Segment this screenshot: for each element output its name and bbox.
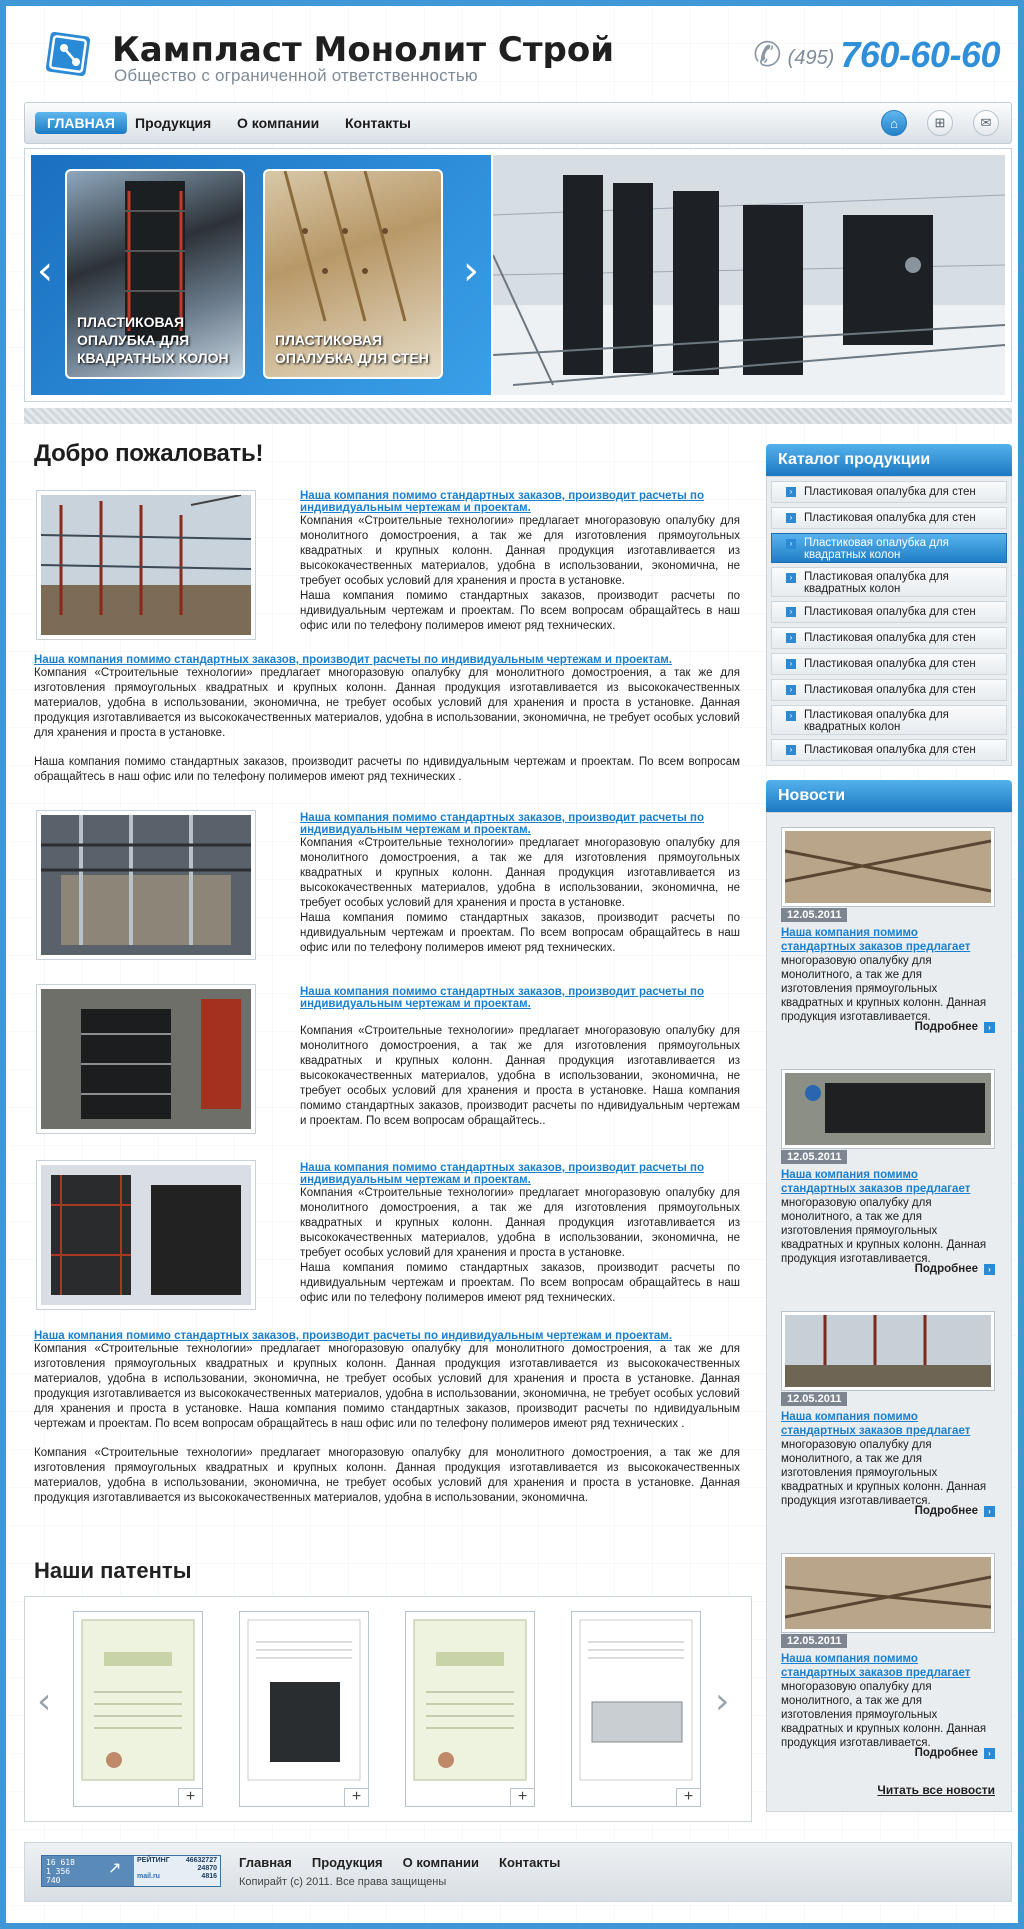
article-4-text: Компания «Строительные технологии» предлагает многоразовую опалубку для монолитного домостроения, а так же для изготовления прямоугольных квадратных и крупных колонн. Данная продукция изготавливается из высококачественных материалов, удобна в использовании, экономична, не требует особых условий для хранения и проста в установке. xyxy=(300,1187,740,1259)
footer xyxy=(24,1842,1012,1902)
phone-icon: ✆ xyxy=(753,36,782,74)
zoom-plus-icon[interactable]: + xyxy=(510,1788,534,1806)
mailru-counter[interactable]: 16 618 1 356 740 ↗ РЕЙТИНГ 46632727 24870 mail.ru 4816 xyxy=(41,1855,221,1887)
article-1-text: Компания «Строительные технологии» предлагает многоразовую опалубку для монолитного домостроения, а так же для изготовления прямоугольных квадратных и крупных колонн. Данная продукция изготавливается из высококачественных материалов, удобна в использовании, экономична, не требует особых условий для хранения и проста в установке. xyxy=(300,515,740,587)
hero-slider xyxy=(24,148,1012,402)
footer-nav xyxy=(239,1855,560,1870)
article-full-2-text-2: Компания «Строительные технологии» предлагает многоразовую опалубку для монолитного домостроения, а так же для изготовления прямоугольных квадратных и крупных колонн. Данная продукция изготавливается из высококачественных материалов, удобна в использовании, экономична, не требует особых условий для хранения и проста в установке. Данная продукция изготавливается из высококачественных материалов, удобна в использовании, экономична. xyxy=(34,1447,740,1504)
site-subtitle: Общество с ограниченной ответственностью xyxy=(114,66,478,85)
news-more-link[interactable]: Подробнее › xyxy=(915,1747,995,1759)
arrow-icon: › xyxy=(786,685,796,695)
slider-next-arrow[interactable]: › xyxy=(463,248,479,294)
patents-title: Наши патенты xyxy=(34,1558,192,1583)
catalog-item[interactable]: › Пластиковая опалубка для стен xyxy=(771,739,1007,761)
slider-card-columns[interactable] xyxy=(65,169,245,379)
arrow-icon: › xyxy=(786,659,796,669)
article-image-4[interactable] xyxy=(36,1160,256,1310)
nav-home[interactable]: ГЛАВНАЯ xyxy=(35,112,127,134)
catalog-item[interactable]: › Пластиковая опалубка для стен xyxy=(771,627,1007,649)
company-logo[interactable] xyxy=(42,30,102,80)
article-2-text-2: Наша компания помимо стандартных заказов, производит расчеты по ндивидуальным чертежам и проектам. По всем вопросам обращайтесь в наш офис или по телефону полимеров имеют ряд технических. xyxy=(300,912,740,954)
arrow-up-icon: ↗ xyxy=(108,1860,122,1877)
arrow-icon: › xyxy=(984,1506,995,1517)
article-image-2[interactable] xyxy=(36,810,256,960)
nav-about[interactable]: О компании xyxy=(237,115,320,131)
news-text: Наша компания помимо стандартных заказов предлагает многоразовую опалубку для монолитного, а так же для изготовления прямоугольных квадратных и крупных колонн. Данная продукция изготавливается. xyxy=(781,927,987,1023)
arrow-icon: › xyxy=(786,711,796,721)
arrow-icon: › xyxy=(786,573,796,583)
catalog-list xyxy=(766,476,1012,766)
all-news-link[interactable]: Читать все новости xyxy=(877,1783,995,1797)
nav-products[interactable]: Продукция xyxy=(135,115,212,131)
patents-next-arrow[interactable]: › xyxy=(715,1681,730,1722)
site-title: Кампласт Монолит Строй xyxy=(112,30,615,70)
arrow-icon: › xyxy=(984,1264,995,1275)
footer-link-contacts[interactable]: Контакты xyxy=(499,1855,561,1870)
news-text: Наша компания помимо стандартных заказов предлагает многоразовую опалубку для монолитного, а так же для изготовления прямоугольных квадратных и крупных колонн. Данная продукция изготавливается. xyxy=(781,1411,987,1507)
news-item xyxy=(781,827,995,1033)
footer-link-products[interactable]: Продукция xyxy=(311,1855,383,1870)
article-4-text-2: Наша компания помимо стандартных заказов, производит расчеты по ндивидуальным чертежам и проектам. По всем вопросам обращайтесь в наш офис или по телефону полимеров имеют ряд технических. xyxy=(300,1262,740,1304)
patents-carousel xyxy=(24,1596,752,1822)
main-nav xyxy=(24,102,1012,144)
news-date: 12.05.2011 xyxy=(781,1634,847,1648)
catalog-item[interactable]: › Пластиковая опалубка для стен xyxy=(771,507,1007,529)
news-image[interactable] xyxy=(781,827,995,907)
article-full-2-text: Компания «Строительные технологии» предлагает многоразовую опалубку для монолитного домостроения, а так же для изготовления прямоугольных квадратных и крупных колонн. Данная продукция изготавливается из высококачественных материалов, удобна в использовании, экономична, не требует особых условий для хранения и проста в установке. Данная продукция изготавливается из высококачественных материалов, удобна в использовании, экономична, не требует особых условий для хранения и проста в установке. Наша компания помимо стандартных заказов, производит расчеты по ндивидуальным чертежам и проектам. По всем вопросам обращайтесь в наш офис или по телефону полимеров имеют ряд технических . xyxy=(34,1343,740,1430)
news-title: Новости xyxy=(766,780,1012,812)
patents-prev-arrow[interactable]: ‹ xyxy=(37,1681,52,1722)
sidebar xyxy=(766,444,1012,1812)
catalog-item[interactable]: › Пластиковая опалубка для стен xyxy=(771,601,1007,623)
news-text: Наша компания помимо стандартных заказов предлагает многоразовую опалубку для монолитного, а так же для изготовления прямоугольных квадратных и крупных колонн. Данная продукция изготавливается. xyxy=(781,1169,987,1265)
divider-stripe xyxy=(24,408,1012,424)
news-list xyxy=(766,812,1012,1812)
article-1-heading[interactable]: Наша компания помимо стандартных заказов, производит расчеты по индивидуальным чертежам и проектам. xyxy=(300,490,705,514)
article-2-heading[interactable]: Наша компания помимо стандартных заказов, производит расчеты по индивидуальным чертежам и проектам. xyxy=(300,812,705,836)
article-2 xyxy=(300,812,740,956)
main-content xyxy=(34,440,740,468)
article-1-text-2: Наша компания помимо стандартных заказов, производит расчеты по ндивидуальным чертежам и проектам. По всем вопросам обращайтесь в наш офис или по телефону полимеров имеют ряд технических. xyxy=(300,590,740,632)
article-4 xyxy=(300,1162,740,1306)
article-3-heading[interactable]: Наша компания помимо стандартных заказов, производит расчеты по индивидуальным чертежам и проектам. xyxy=(300,986,705,1010)
footer-link-about[interactable]: О компании xyxy=(402,1855,480,1870)
slider-thumbs xyxy=(31,155,491,395)
patent-item[interactable] xyxy=(73,1611,203,1807)
sitemap-icon[interactable]: ⊞ xyxy=(927,110,953,136)
patent-item[interactable] xyxy=(571,1611,701,1807)
zoom-plus-icon[interactable]: + xyxy=(344,1788,368,1806)
arrow-icon: › xyxy=(786,745,796,755)
news-text: Наша компания помимо стандартных заказов предлагает многоразовую опалубку для монолитного, а так же для изготовления прямоугольных квадратных и крупных колонн. Данная продукция изготавливается. xyxy=(781,1653,987,1749)
arrow-icon: › xyxy=(786,513,796,523)
news-item xyxy=(781,1069,995,1275)
news-item xyxy=(781,1311,995,1517)
phone-block xyxy=(753,32,1000,78)
article-image-1[interactable] xyxy=(36,490,256,640)
news-image[interactable] xyxy=(781,1311,995,1391)
slider-card-label: ПЛАСТИКОВАЯ ОПАЛУБКА ДЛЯ СТЕН xyxy=(275,332,429,366)
article-4-heading[interactable]: Наша компания помимо стандартных заказов, производит расчеты по индивидуальным чертежам и проектам. xyxy=(300,1162,705,1186)
catalog-item[interactable]: › Пластиковая опалубка для квадратных колон xyxy=(771,705,1007,735)
welcome-title: Добро пожаловать! xyxy=(34,440,264,467)
patent-item[interactable] xyxy=(239,1611,369,1807)
slider-card-walls[interactable] xyxy=(263,169,443,379)
page xyxy=(6,6,1018,1923)
catalog-item[interactable]: › Пластиковая опалубка для стен xyxy=(771,653,1007,675)
article-full-1-heading[interactable]: Наша компания помимо стандартных заказов, производит расчеты по индивидуальным чертежам и проектам. xyxy=(34,654,673,666)
arrow-icon: › xyxy=(786,607,796,617)
news-date: 12.05.2011 xyxy=(781,1150,847,1164)
news-image[interactable] xyxy=(781,1069,995,1149)
article-full-1 xyxy=(34,654,740,785)
news-image[interactable] xyxy=(781,1553,995,1633)
article-3 xyxy=(300,986,740,1129)
zoom-plus-icon[interactable]: + xyxy=(676,1788,700,1806)
article-full-2 xyxy=(34,1330,740,1506)
arrow-icon: › xyxy=(786,487,796,497)
mail-icon[interactable]: ✉ xyxy=(973,110,999,136)
news-item xyxy=(781,1553,995,1759)
catalog-item[interactable]: › Пластиковая опалубка для стен xyxy=(771,481,1007,503)
nav-contacts[interactable]: Контакты xyxy=(345,115,412,131)
news-more-link[interactable]: Подробнее › xyxy=(915,1263,995,1275)
catalog-item[interactable]: › Пластиковая опалубка для стен xyxy=(771,679,1007,701)
article-1 xyxy=(300,490,740,634)
article-image-3[interactable] xyxy=(36,984,256,1134)
news-date: 12.05.2011 xyxy=(781,1392,847,1406)
article-full-1-text-2: Наша компания помимо стандартных заказов, производит расчеты по ндивидуальным чертежам и проектам. По всем вопросам обращайтесь в наш офис или по телефону полимеров имеют ряд технических . xyxy=(34,756,740,783)
arrow-icon: › xyxy=(786,539,796,549)
arrow-icon: › xyxy=(984,1748,995,1759)
catalog-item[interactable]: › Пластиковая опалубка для квадратных колон xyxy=(771,567,1007,597)
zoom-plus-icon[interactable]: + xyxy=(178,1788,202,1806)
catalog-title: Каталог продукции xyxy=(766,444,1012,476)
footer-link-home[interactable]: Главная xyxy=(239,1855,292,1870)
article-full-2-heading[interactable]: Наша компания помимо стандартных заказов, производит расчеты по индивидуальным чертежам и проектам. xyxy=(34,1330,673,1342)
news-date: 12.05.2011 xyxy=(781,908,847,922)
article-full-1-text: Компания «Строительные технологии» предлагает многоразовую опалубку для монолитного домостроения, а так же для изготовления прямоугольных квадратных и крупных колонн. Данная продукция изготавливается из высококачественных материалов, удобна в использовании, экономична, не требует особых условий для хранения и проста в установке. Данная продукция изготавливается из высококачественных материалов, удобна в использовании, экономична, не требует особых условий для хранения и проста в установке. xyxy=(34,667,740,739)
slider-prev-arrow[interactable]: ‹ xyxy=(37,248,53,294)
catalog-item-active[interactable]: › Пластиковая опалубка для квадратных колон xyxy=(771,533,1007,563)
slider-card-label: ПЛАСТИКОВАЯ ОПАЛУБКА ДЛЯ КВАДРАТНЫХ КОЛОН xyxy=(77,314,229,366)
slider-main-image xyxy=(493,155,1005,395)
news-more-link[interactable]: Подробнее › xyxy=(915,1021,995,1033)
arrow-icon: › xyxy=(984,1022,995,1033)
arrow-icon: › xyxy=(786,633,796,643)
article-3-text: Компания «Строительные технологии» предлагает многоразовую опалубку для монолитного домостроения, а так же для изготовления прямоугольных квадратных и крупных колонн. Данная продукция изготавливается из высококачественных материалов, удобна в использовании, экономична, не требует особых условий для хранения и проста в установке. Наша компания помимо стандартных заказов, производит расчеты по ндивидуальным чертежам и проектам. По всем вопросам обращайтесь.. xyxy=(300,1025,740,1127)
phone-code: (495) xyxy=(787,46,835,69)
patent-item[interactable] xyxy=(405,1611,535,1807)
news-more-link[interactable]: Подробнее › xyxy=(915,1505,995,1517)
home-icon[interactable]: ⌂ xyxy=(881,110,907,136)
phone-number[interactable]: 760-60-60 xyxy=(840,34,1000,75)
copyright: Копирайт (с) 2011. Все права защищены xyxy=(239,1876,447,1888)
article-2-text: Компания «Строительные технологии» предлагает многоразовую опалубку для монолитного домостроения, а так же для изготовления прямоугольных квадратных и крупных колонн. Данная продукция изготавливается из высококачественных материалов, удобна в использовании, экономична, не требует особых условий для хранения и проста в установке. xyxy=(300,837,740,909)
